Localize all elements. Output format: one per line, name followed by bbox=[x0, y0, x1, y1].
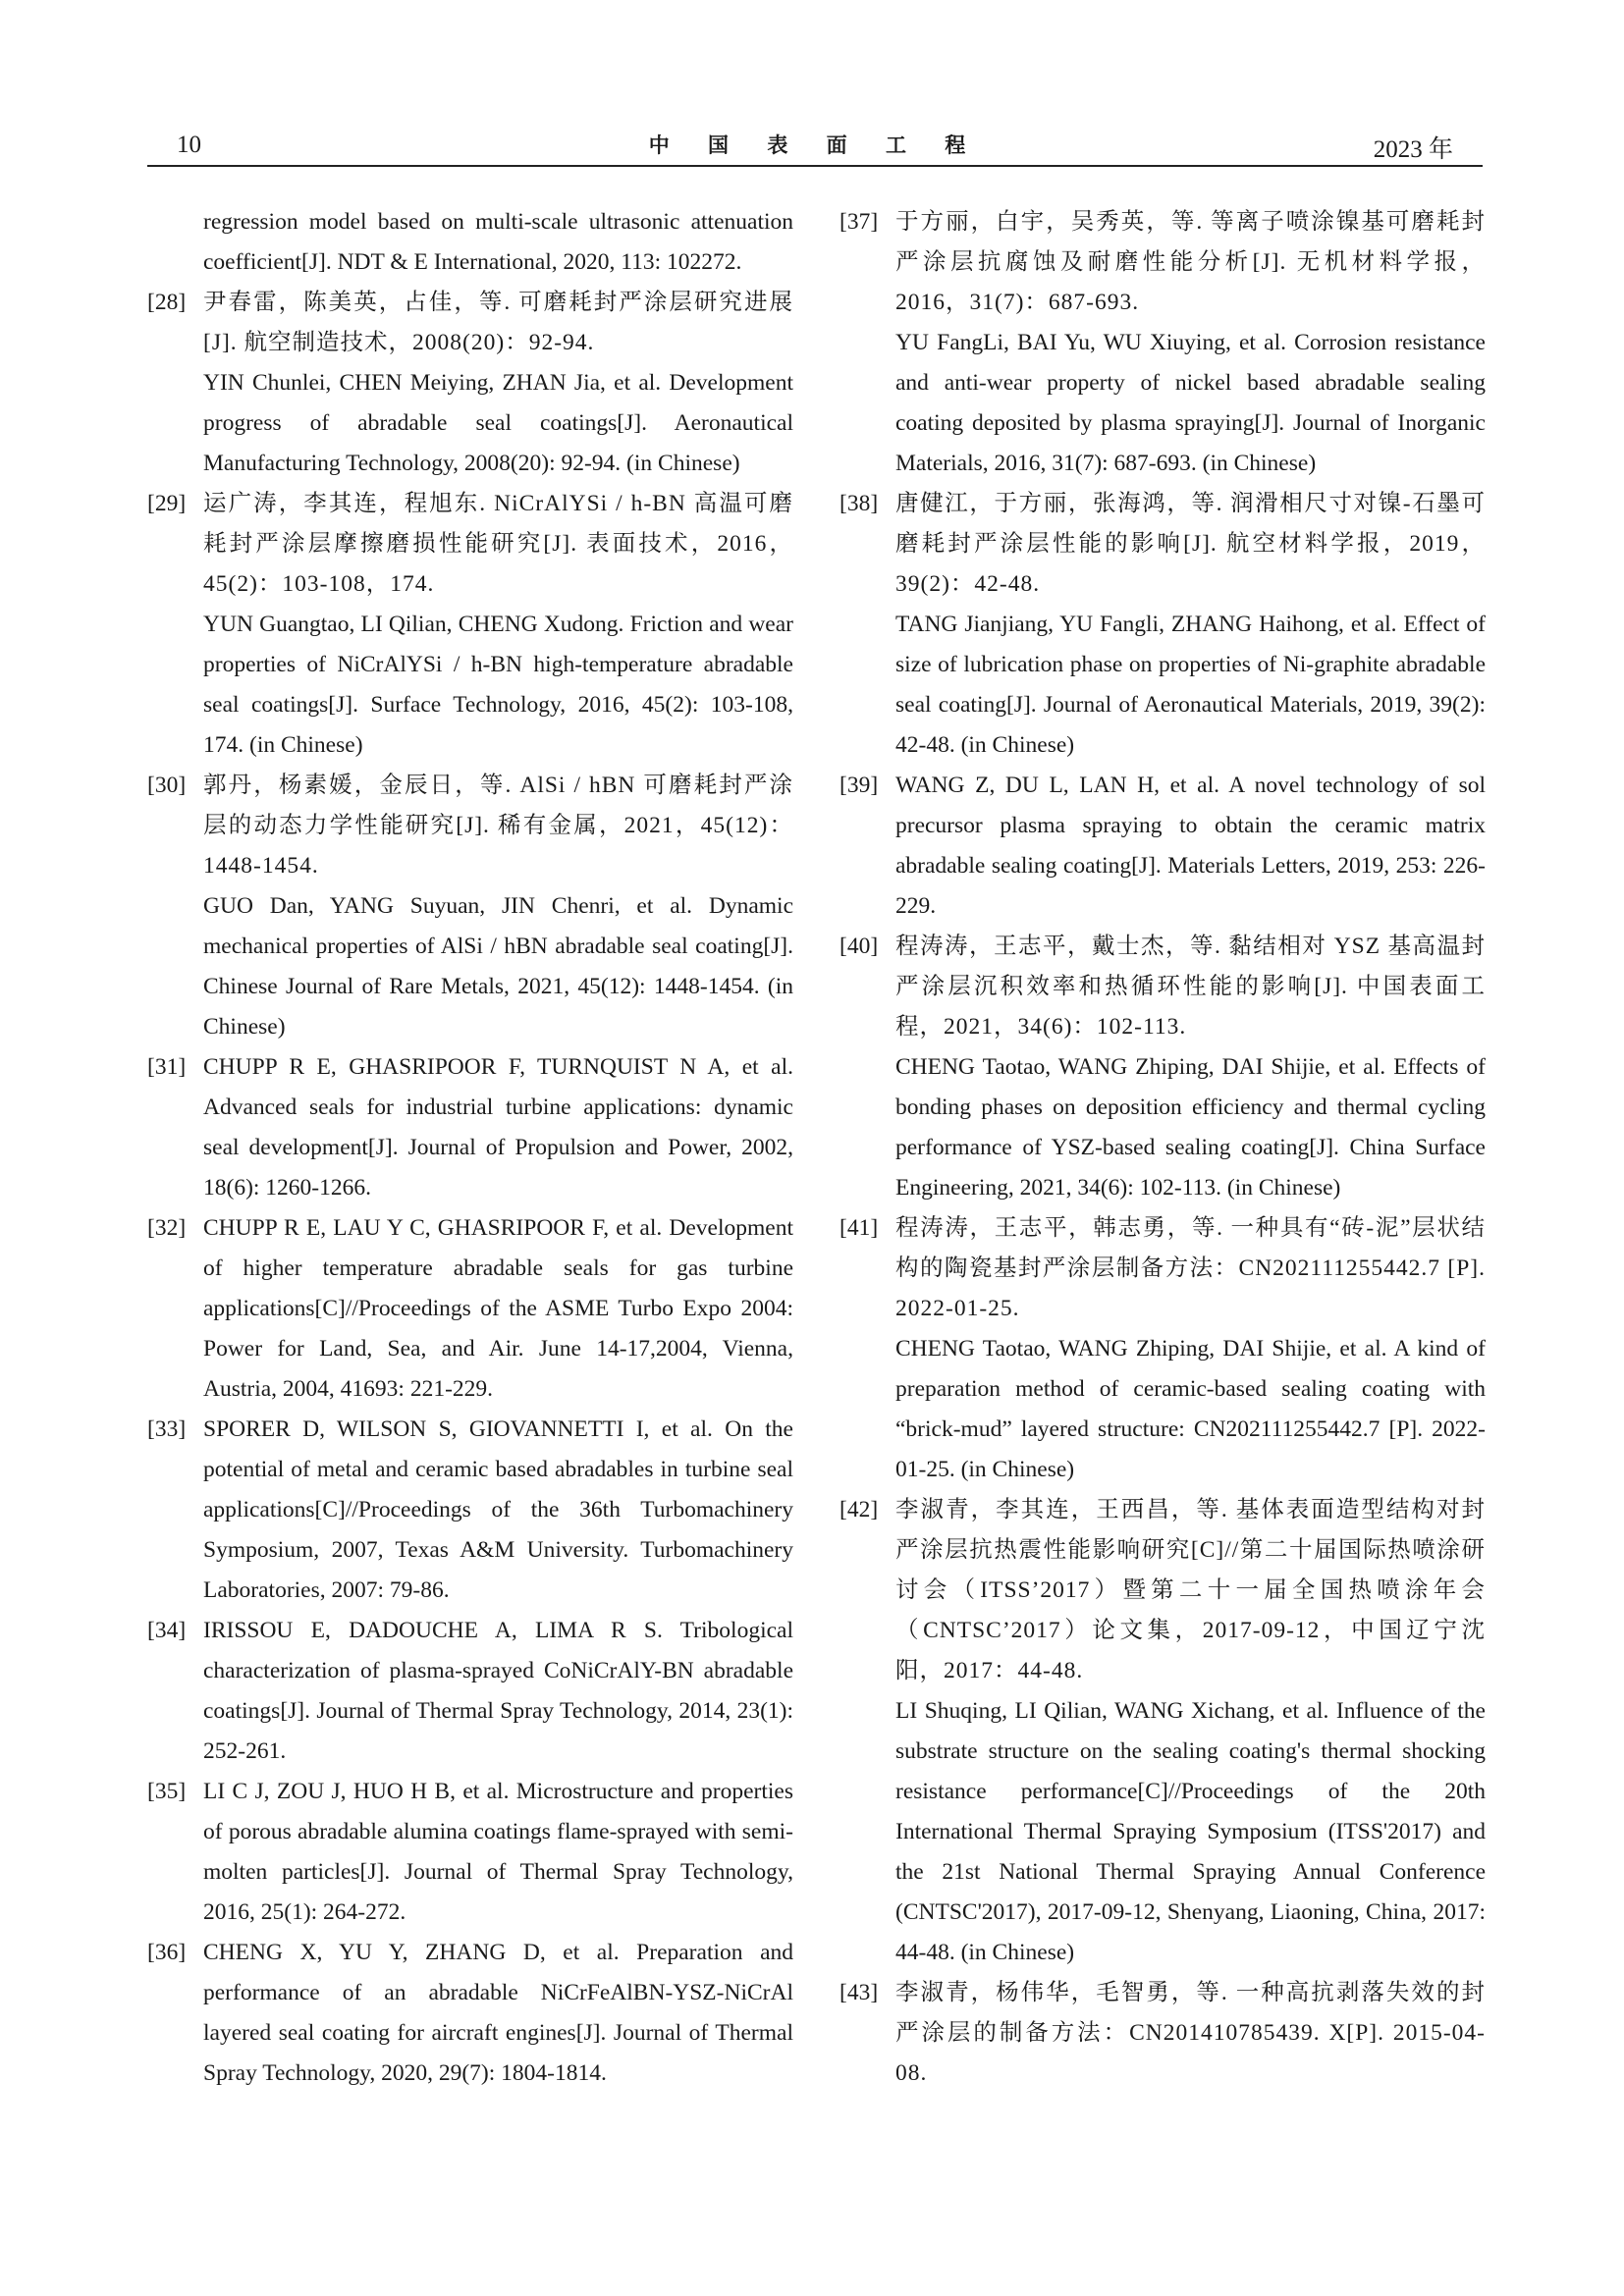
reference-entry bbox=[839, 1973, 1486, 2094]
reference-text-english: YIN Chunlei, CHEN Meiying, ZHAN Jia, et al. Development progress of abradable seal coatings[J]. Aeronautical Manufacturing Technology, 2008(20): 92-94. (in Chinese) bbox=[203, 370, 793, 476]
reference-text-english: CHENG Taotao, WANG Zhiping, DAI Shijie, et al. A kind of preparation method of ceramic-based sealing coating with “brick-mud” layered structure: CN202111255442.7 [P]. 2022-01-25. (in Chinese) bbox=[895, 1336, 1486, 1482]
issue-year: 2023 年 bbox=[1373, 136, 1453, 163]
reference-text-english: GUO Dan, YANG Suyuan, JIN Chenri, et al. Dynamic mechanical properties of AlSi / hBN abradable seal coating[J]. Chinese Journal of Rare Metals, 2021, 45(12): 1448-1454. (in Chinese) bbox=[203, 893, 793, 1040]
reference-text: WANG Z, DU L, LAN H, et al. A novel technology of sol precursor plasma spraying to obtain the ceramic matrix abradable sealing coating[J]. Materials Letters, 2019, 253: 226-229. bbox=[895, 773, 1486, 919]
reference-entry bbox=[839, 927, 1486, 1208]
reference-text: 运广涛，李其连，程旭东. NiCrAlYSi / h-BN 高温可磨耗封严涂层摩擦磨损性能研究[J]. 表面技术，2016，45(2)：103-108，174. bbox=[203, 491, 793, 597]
reference-entry bbox=[839, 1490, 1486, 1973]
reference-text: 于方丽，白宇，吴秀英，等. 等离子喷涂镍基可磨耗封严涂层抗腐蚀及耐磨性能分析[J]. 无机材料学报，2016，31(7)：687-693. bbox=[895, 209, 1486, 315]
reference-text: CHUPP R E, LAU Y C, GHASRIPOOR F, et al. Development of higher temperature abradable seals for gas turbine applications[C]//Proceedings of the ASME Turbo Expo 2004: Power for Land, Sea, and Air. June 14-17,2004, Vienna, Austria, 2004, 41693: 221-229. bbox=[203, 1215, 793, 1402]
reference-text: 李淑青，李其连，王西昌，等. 基体表面造型结构对封严涂层抗热震性能影响研究[C]//第二十届国际热喷涂研讨会（ITSS’2017）暨第二十一届全国热喷涂年会（CNTSC’2017）论文集，2017-09-12，中国辽宁沈阳，2017：44-48. bbox=[895, 1497, 1486, 1683]
reference-number: [41] bbox=[839, 1215, 879, 1241]
references-left-column bbox=[147, 202, 793, 2094]
reference-text: 程涛涛，王志平，戴士杰，等. 黏结相对 YSZ 基高温封严涂层沉积效率和热循环性能的影响[J]. 中国表面工程，2021，34(6)：102-113. bbox=[895, 934, 1486, 1040]
journal-title: 中 国 表 面 工 程 bbox=[648, 133, 982, 157]
reference-text-english: YUN Guangtao, LI Qilian, CHENG Xudong. Friction and wear properties of NiCrAlYSi / h-BN high-temperature abradable seal coatings[J]. Surface Technology, 2016, 45(2): 103-108, 174. (in Chinese) bbox=[203, 612, 793, 758]
reference-number: [35] bbox=[147, 1779, 187, 1804]
reference-entry bbox=[839, 766, 1486, 927]
reference-text-english: LI Shuqing, LI Qilian, WANG Xichang, et al. Influence of the substrate structure on the sealing coating's thermal shocking resistance performance[C]//Proceedings of the 20th International Thermal Spraying Symposium (ITSS'2017) and the 21st National Thermal Spraying Annual Conference (CNTSC'2017), 2017-09-12, Shenyang, Liaoning, China, 2017: 44-48. (in Chinese) bbox=[895, 1698, 1486, 1965]
reference-text: 郭丹，杨素媛，金辰日，等. AlSi / hBN 可磨耗封严涂层的动态力学性能研究[J]. 稀有金属，2021，45(12)：1448-1454. bbox=[203, 773, 793, 879]
reference-text-english: TANG Jianjiang, YU Fangli, ZHANG Haihong, et al. Effect of size of lubrication phase on properties of Ni-graphite abradable seal coating[J]. Journal of Aeronautical Materials, 2019, 39(2): 42-48. (in Chinese) bbox=[895, 612, 1486, 758]
reference-number: [32] bbox=[147, 1215, 187, 1241]
reference-text: IRISSOU E, DADOUCHE A, LIMA R S. Tribological characterization of plasma-sprayed CoNiCrAlY-BN abradable coatings[J]. Journal of Thermal Spray Technology, 2014, 23(1): 252-261. bbox=[203, 1618, 793, 1764]
reference-text: CHENG X, YU Y, ZHANG D, et al. Preparation and performance of an abradable NiCrFeAlBN-YSZ-NiCrAl layered seal coating for aircraft engines[J]. Journal of Thermal Spray Technology, 2020, 29(7): 1804-1814. bbox=[203, 1940, 793, 2086]
reference-number: [42] bbox=[839, 1497, 879, 1522]
reference-text-english: CHENG Taotao, WANG Zhiping, DAI Shijie, et al. Effects of bonding phases on deposition efficiency and thermal cycling performance of YSZ-based sealing coating[J]. China Surface Engineering, 2021, 34(6): 102-113. (in Chinese) bbox=[895, 1054, 1486, 1201]
reference-number: [29] bbox=[147, 491, 187, 516]
reference-number: [38] bbox=[839, 491, 879, 516]
reference-text-english: YU FangLi, BAI Yu, WU Xiuying, et al. Corrosion resistance and anti-wear property of nickel based abradable sealing coating deposited by plasma spraying[J]. Journal of Inorganic Materials, 2016, 31(7): 687-693. (in Chinese) bbox=[895, 330, 1486, 476]
reference-text: SPORER D, WILSON S, GIOVANNETTI I, et al. On the potential of metal and ceramic based abradables in turbine seal applications[C]//Proceedings of the 36th Turbomachinery Symposium, 2007, Texas A&M University. Turbomachinery Laboratories, 2007: 79-86. bbox=[203, 1416, 793, 1603]
reference-entry bbox=[147, 1410, 793, 1611]
page-header bbox=[147, 126, 1483, 167]
page-number: 10 bbox=[177, 132, 201, 158]
reference-entry bbox=[839, 484, 1486, 766]
reference-entry bbox=[147, 1772, 793, 1933]
reference-text: LI C J, ZOU J, HUO H B, et al. Microstructure and properties of porous abradable alumina coatings flame-sprayed with semi-molten particles[J]. Journal of Thermal Spray Technology, 2016, 25(1): 264-272. bbox=[203, 1779, 793, 1925]
reference-entry bbox=[147, 1208, 793, 1410]
references-right-column bbox=[839, 202, 1486, 2094]
reference-entry bbox=[839, 202, 1486, 484]
reference-number: [33] bbox=[147, 1416, 187, 1442]
reference-number: [36] bbox=[147, 1940, 187, 1965]
reference-entry bbox=[147, 1933, 793, 2094]
reference-entry bbox=[147, 1047, 793, 1208]
reference-number: [31] bbox=[147, 1054, 187, 1080]
reference-text: CHUPP R E, GHASRIPOOR F, TURNQUIST N A, et al. Advanced seals for industrial turbine applications: dynamic seal development[J]. Journal of Propulsion and Power, 2002, 18(6): 1260-1266. bbox=[203, 1054, 793, 1201]
reference-number: [37] bbox=[839, 209, 879, 235]
reference-text: 尹春雷，陈美英，占佳，等. 可磨耗封严涂层研究进展[J]. 航空制造技术，2008(20)：92-94. bbox=[203, 290, 793, 355]
reference-number: [43] bbox=[839, 1980, 879, 2005]
reference-entry bbox=[147, 283, 793, 484]
reference-entry bbox=[147, 1611, 793, 1772]
reference-entry bbox=[147, 766, 793, 1047]
reference-number: [40] bbox=[839, 934, 879, 959]
reference-entry bbox=[147, 202, 793, 283]
reference-number: [30] bbox=[147, 773, 187, 798]
reference-entry bbox=[147, 484, 793, 766]
reference-text: regression model based on multi-scale ultrasonic attenuation coefficient[J]. NDT & E International, 2020, 113: 102272. bbox=[203, 209, 793, 275]
reference-text: 李淑青，杨伟华，毛智勇，等. 一种高抗剥落失效的封严涂层的制备方法：CN201410785439. X[P]. 2015-04-08. bbox=[895, 1980, 1486, 2086]
reference-text: 唐健江，于方丽，张海鸿，等. 润滑相尺寸对镍-石墨可磨耗封严涂层性能的影响[J]. 航空材料学报，2019，39(2)：42-48. bbox=[895, 491, 1486, 597]
reference-number: [28] bbox=[147, 290, 187, 315]
reference-text: 程涛涛，王志平，韩志勇，等. 一种具有“砖-泥”层状结构的陶瓷基封严涂层制备方法：CN202111255442.7 [P]. 2022-01-25. bbox=[895, 1215, 1486, 1321]
reference-number: [34] bbox=[147, 1618, 187, 1643]
reference-number: [39] bbox=[839, 773, 879, 798]
reference-entry bbox=[839, 1208, 1486, 1490]
